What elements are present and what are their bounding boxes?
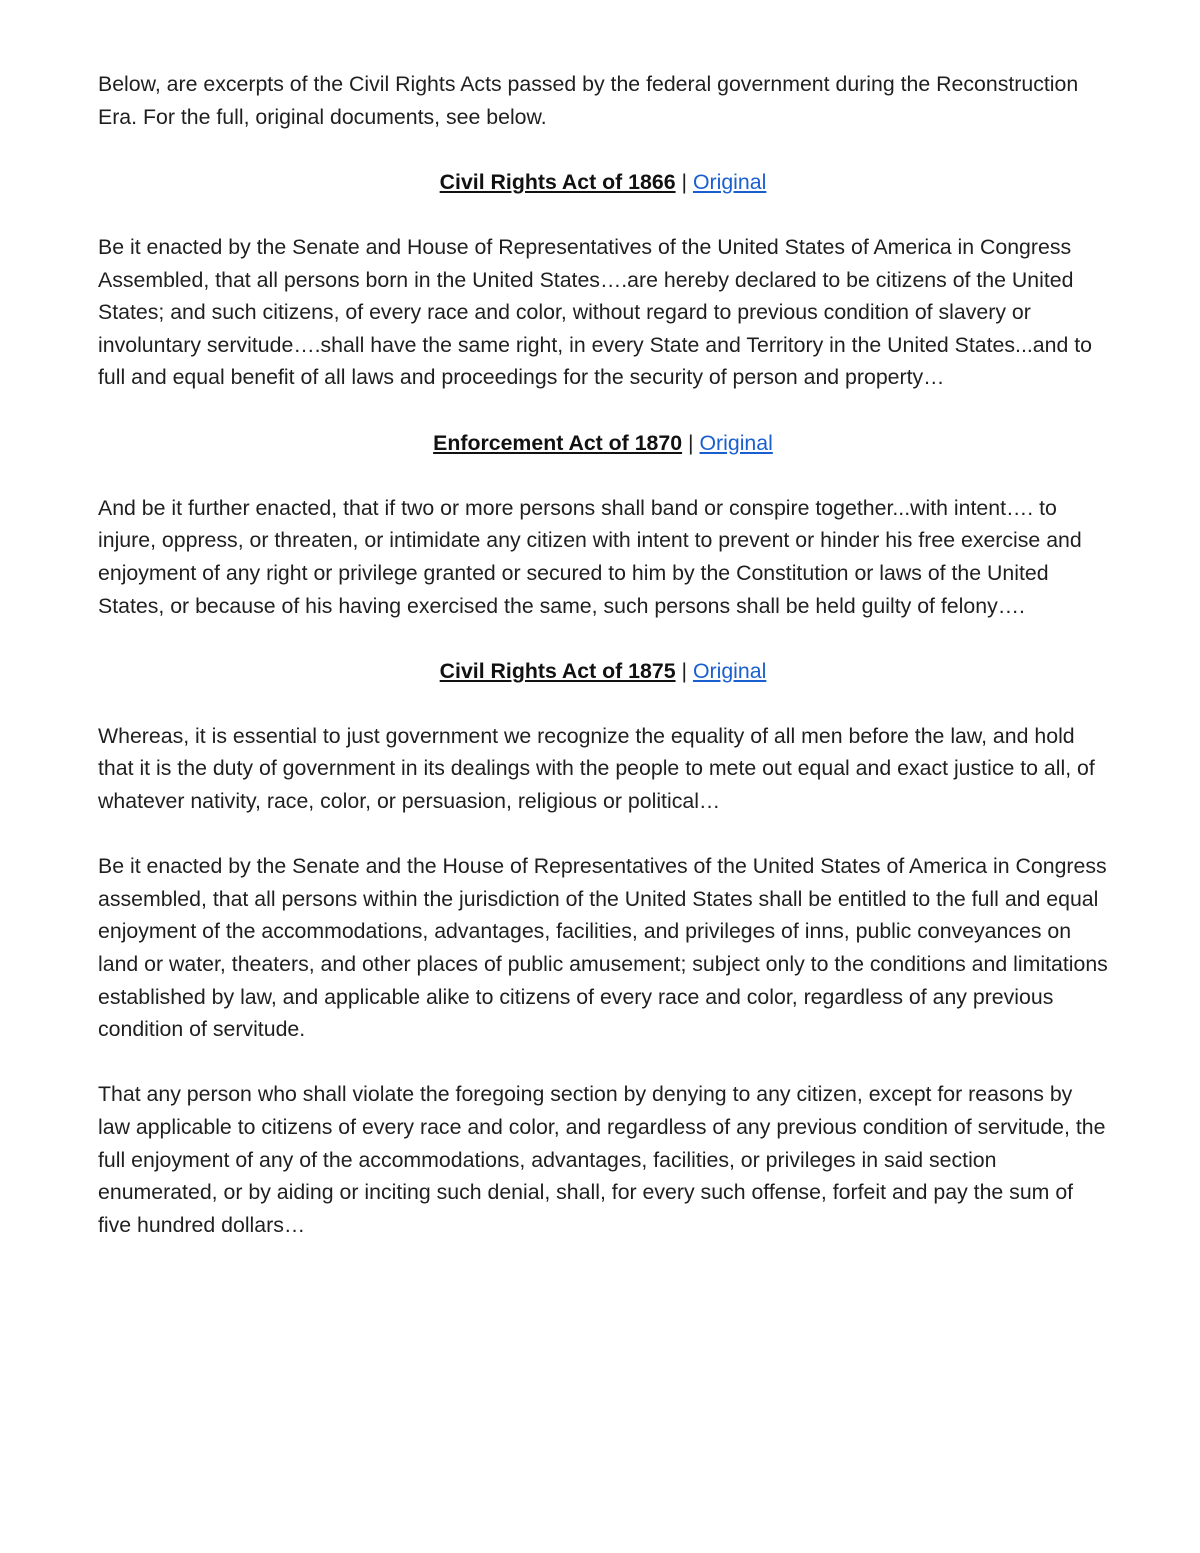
excerpt-paragraph: And be it further enacted, that if two or more persons shall band or conspire together...with intent…. to injure, oppress, or threaten, or intimidate any citizen with intent to prevent or hinder his free exercise and enjoyment of any right or privilege granted or secured to him by the Constitution or laws of the United States, or because of his having exercised the same, such persons shall be held guilty of felony…. [98, 495, 1082, 618]
document-page [98, 68, 1108, 1274]
excerpt-paragraph: Be it enacted by the Senate and House of Representatives of the United States of America in Congress Assembled, that all persons born in the United States….are hereby declared to be citizens of the United States; and such citizens, of every race and color, without regard to previous condition of slavery or involuntary servitude….shall have the same right, in every State and Territory in the United States...and to full and equal benefit of all laws and proceedings for the security of person and property… [98, 234, 1092, 390]
excerpt-paragraph: Be it enacted by the Senate and the House of Representatives of the United States of America in Congress assembled, that all persons within the jurisdiction of the United States shall be entitled to the full and equal enjoyment of the accommodations, advantages, facilities, and privileges of inns, public conveyances on land or water, theaters, and other places of public amusement; subject only to the conditions and limitations established by law, and applicable alike to citizens of every race and color, regardless of any previous condition of servitude. [98, 854, 1108, 1042]
original-link-1870[interactable]: Original [699, 430, 773, 455]
section-heading-1870 [98, 427, 1108, 460]
separator: | [688, 430, 694, 455]
separator: | [681, 169, 688, 194]
original-link-1866[interactable]: Original [692, 169, 767, 194]
section-heading-1875 [98, 655, 1108, 688]
separator: | [681, 658, 688, 683]
section-heading-1866 [98, 166, 1108, 199]
section-title: Civil Rights Act of 1866 [439, 169, 676, 194]
section-title: Enforcement Act of 1870 [433, 430, 683, 455]
section-title: Civil Rights Act of 1875 [439, 658, 676, 683]
excerpt-paragraph: Whereas, it is essential to just government we recognize the equality of all men before the law, and hold that it is the duty of government in its dealings with the people to mete out equal and exact justice to all, of whatever nativity, race, color, or persuasion, religious or political… [98, 723, 1095, 814]
excerpt-paragraph: That any person who shall violate the foregoing section by denying to any citizen, except for reasons by law applicable to citizens of every race and color, and regardless of any previous condition of servitude, the full enjoyment of any of the accommodations, advantages, facilities, or privileges in said section enumerated, or by aiding or inciting such denial, shall, for every such offense, forfeit and pay the sum of five hundred dollars… [98, 1082, 1106, 1237]
original-link-1875[interactable]: Original [692, 658, 767, 683]
intro-paragraph: Below, are excerpts of the Civil Rights Acts passed by the federal government during the Reconstruction Era. For the full, original documents, see below. [98, 72, 1079, 129]
